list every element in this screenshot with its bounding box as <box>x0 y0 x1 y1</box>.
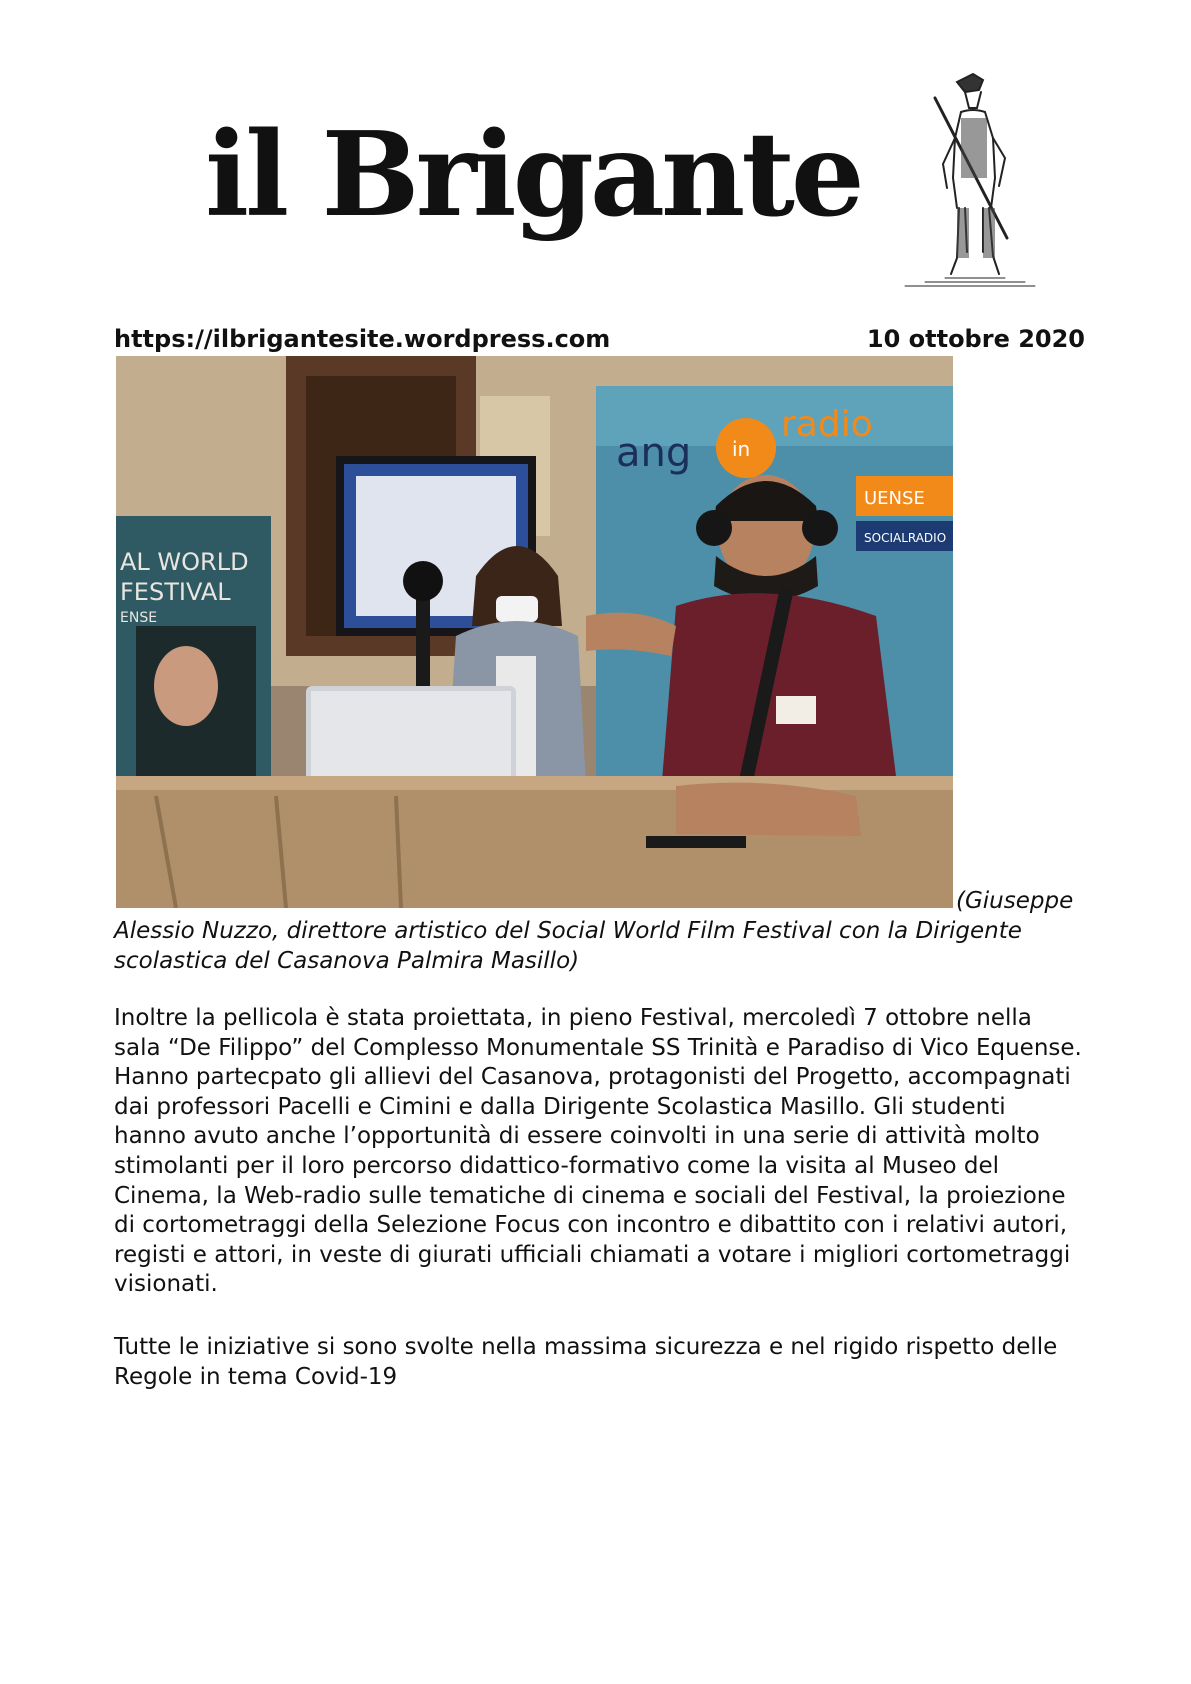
banner-logo-text: ang <box>616 430 692 476</box>
poster-text-line-3: ENSE <box>120 610 158 626</box>
source-url: https://ilbrigantesite.wordpress.com <box>114 325 611 353</box>
brigand-figure-illustration <box>895 68 1045 290</box>
article-paragraph-2: Tutte le iniziative si sono svolte nella massima sicurezza e nel rigido rispetto delle Regole in tema Covid-19 <box>114 1334 1058 1390</box>
poster-text-line-2: FESTIVAL <box>120 578 231 606</box>
banner-radio-text: radio <box>781 404 873 445</box>
banner-socialradio-text: SOCIALRADIO <box>864 531 947 545</box>
banner-in-text: in <box>732 437 751 461</box>
radio-studio-scene <box>116 356 953 908</box>
poster-text-line-1: AL WORLD <box>120 548 249 576</box>
photo-caption: (Giuseppe Alessio Nuzzo, direttore artistico del Social World Film Festival con la Dirigente scolastica del Casanova Palmira Masillo) <box>114 888 1074 974</box>
publication-date: 10 ottobre 2020 <box>866 325 1085 353</box>
banner-equense-text: UENSE <box>864 488 925 509</box>
newspaper-masthead: il Brigante <box>205 107 861 243</box>
article-paragraph-1: Inoltre la pellicola è stata proiettata, in pieno Festival, mercoledì 7 ottobre nella sala “De Filippo” del Complesso Monumentale SS Trinità e Paradiso di Vico Equense. Hanno partecpato gli allievi del Casanova, protagonisti del Progetto, accompagnati dai professori Pacelli e Cimini e dalla Dirigente Scolastica Masillo. Gli studenti hanno avuto anche l’opportunità di essere coinvolti in una serie di attività molto stimolanti per il loro percorso didattico-formativo come la visita al Museo del Cinema, la Web-radio sulle tematiche di cinema e sociali del Festival, la proiezione di cortometraggi della Selezione Focus con incontro e dibattito con i relativi autori, registi e attori, in veste di giurati ufficiali chiamati a votare i migliori cortometraggi visionati. <box>114 1005 1082 1298</box>
article-photo <box>116 356 953 908</box>
